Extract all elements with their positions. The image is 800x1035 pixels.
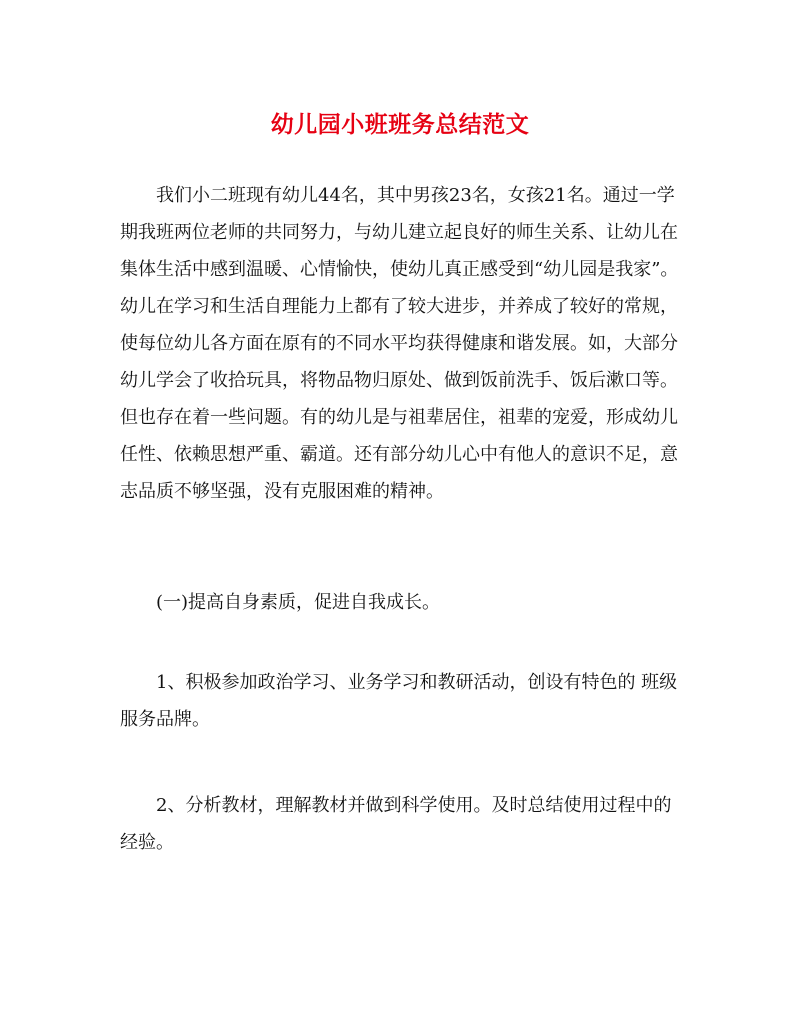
document-title: 幼儿园小班班务总结范文 <box>270 111 530 138</box>
paragraph-item-1: 1、积极参加政治学习、业务学习和教研活动，创设有特色的 班级服务品牌。 <box>120 672 678 730</box>
section-heading-self-improvement: (一)提高自身素质，促进自我成长。 <box>156 592 441 613</box>
paragraph-class-overview: 我们小二班现有幼儿44名，其中男孩23名，女孩21名。通过一学期我班两位老师的共同努力，与幼儿建立起良好的师生关系、让幼儿在集体生活中感到温暖、心情愉快，使幼儿真正感受到“幼儿园是我家”。幼儿在学习和生活自理能力上都有了较大进步，并养成了较好的常规，使每位幼儿各方面在原有的不同水平均获得健康和谐发展。如，大部分幼儿学会了收拾玩具，将物品物归原处、做到饭前洗手、饭后漱口等。但也存在着一些问题。有的幼儿是与祖辈居住，祖辈的宠爱，形成幼儿任性、依赖思想严重、霸道。还有部分幼儿心中有他人的意识不足，意志品质不够坚强，没有克服困难的精神。 <box>120 185 679 502</box>
paragraph-item-2: 2、分析教材，理解教材并做到科学使用。及时总结使用过程中的经验。 <box>120 795 672 853</box>
